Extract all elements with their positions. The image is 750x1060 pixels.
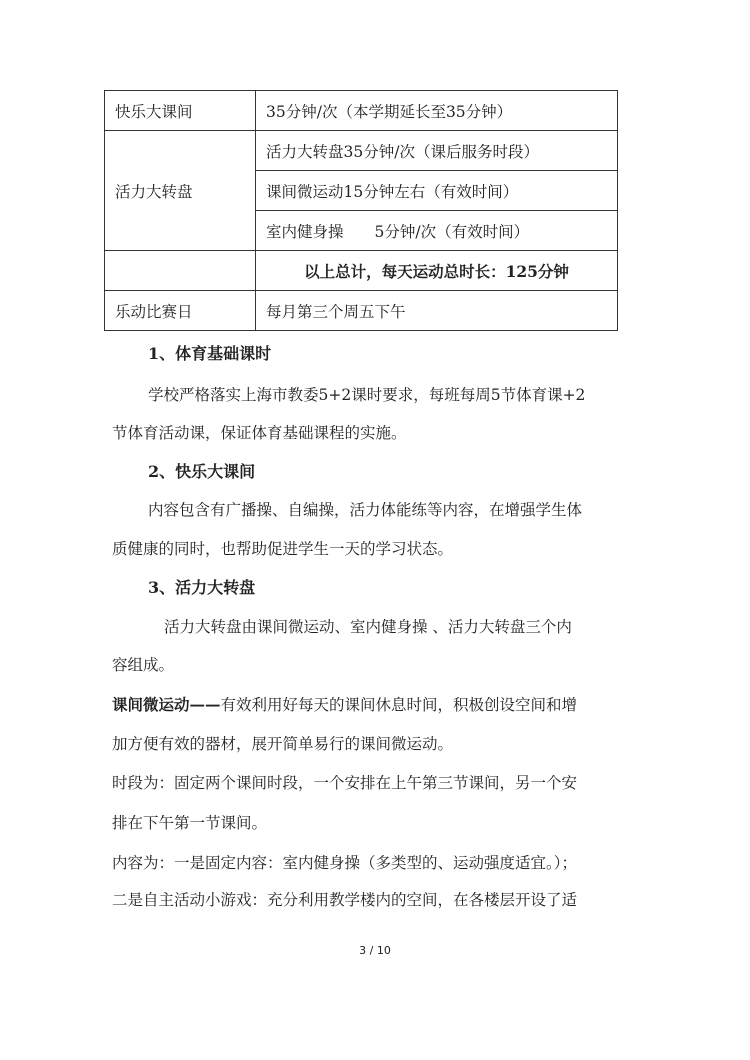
row-label: 快乐大课间: [105, 91, 256, 131]
row-value: 室内健身操 5分钟/次（有效时间）: [256, 211, 618, 251]
table-row: [105, 131, 618, 171]
row-value: 课间微运动15分钟左右（有效时间）: [256, 171, 618, 211]
empty-cell: [105, 251, 256, 291]
row-value: 每月第三个周五下午: [256, 291, 618, 331]
table-row: [105, 291, 618, 331]
micro-exercise-text: 有效利用好每天的课间休息时间，积极创设空间和增: [220, 696, 578, 714]
micro-exercise-lead: 课间微运动——: [112, 695, 221, 714]
table-row: [105, 91, 618, 131]
paragraph-line: 排在下午第一节课间。: [112, 814, 268, 832]
total-row: 以上总计，每天运动总时长：125分钟: [256, 251, 618, 291]
paragraph-line: 学校严格落实上海市教委5+2课时要求，每班每周5节体育课+2: [148, 386, 586, 404]
row-value: 35分钟/次（本学期延长至35分钟）: [256, 91, 618, 131]
paragraph-line: 质健康的同时，也帮助促进学生一天的学习状态。: [112, 540, 454, 558]
row-value: 活力大转盘35分钟/次（课后服务时段）: [256, 131, 618, 171]
paragraph-line: 加方便有效的器材，展开简单易行的课间微运动。: [112, 735, 454, 753]
section-1-title: 1、体育基础课时: [148, 344, 272, 363]
schedule-table: [104, 90, 618, 331]
paragraph-line: 活力大转盘由课间微运动、室内健身操 、活力大转盘三个内: [164, 618, 572, 636]
paragraph-line: 时段为：固定两个课间时段，一个安排在上午第三节课间，另一个安: [112, 774, 578, 792]
paragraph-line: 节体育活动课，保证体育基础课程的实施。: [112, 424, 407, 442]
row-label: 活力大转盘: [105, 131, 256, 251]
paragraph-line: 二是自主活动小游戏：充分利用教学楼内的空间，在各楼层开设了适: [112, 891, 578, 909]
section-3-title: 3、活力大转盘: [148, 578, 256, 597]
paragraph-line: 内容包含有广播操、自编操，活力体能练等内容，在增强学生体: [148, 501, 583, 519]
paragraph-line: [112, 693, 577, 715]
page-number: 3 / 10: [359, 944, 391, 957]
paragraph-line: 容组成。: [112, 656, 175, 674]
row-label: 乐动比赛日: [105, 291, 256, 331]
section-2-title: 2、快乐大课间: [148, 462, 256, 481]
paragraph-line: 内容为：一是固定内容：室内健身操（多类型的、运动强度适宜。）；: [112, 854, 578, 872]
table-row: [105, 251, 618, 291]
